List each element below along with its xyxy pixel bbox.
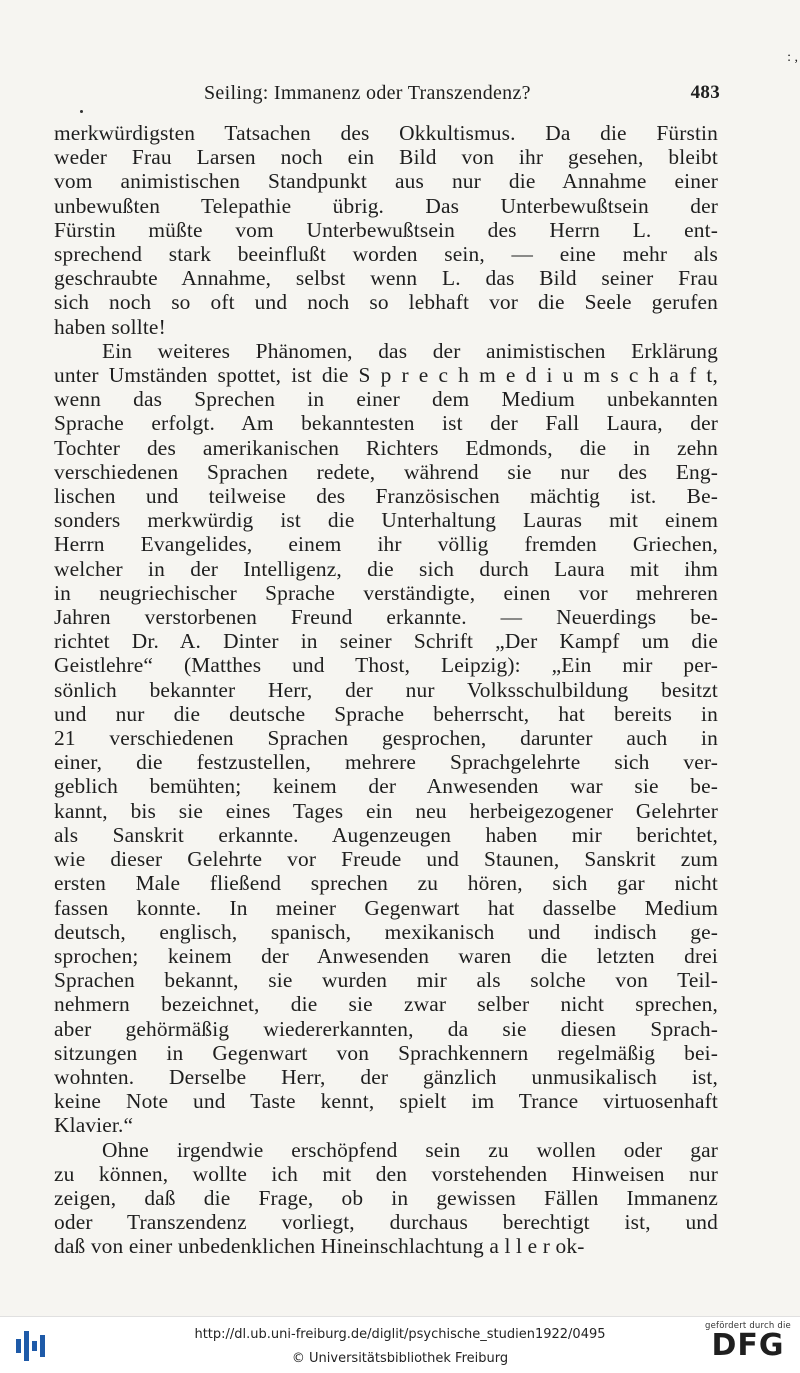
text-line: merkwürdigsten Tatsachen des Okkultismus. Da die Fürstin: [54, 121, 718, 145]
text-line: Sprache erfolgt. Am bekanntesten ist der Fall Laura, der: [54, 411, 718, 436]
text-line: ersten Male fließend sprechen zu hören, sich gar nicht: [54, 871, 718, 896]
text-line: richtet Dr. A. Dinter in seiner Schrift „Der Kampf um die: [54, 629, 718, 654]
text-line: geschraubte Annahme, selbst wenn L. das Bild seiner Frau: [54, 266, 718, 291]
text-line: welcher in der Intelligenz, die sich durch Laura mit ihm: [54, 556, 718, 581]
text-line: wohnten. Derselbe Herr, der gänzlich unmusikalisch ist,: [54, 1064, 718, 1089]
text-line: nehmern bezeichnet, die sie zwar selber nicht sprechen,: [54, 992, 718, 1017]
text-line: sonders merkwürdig ist die Unterhaltung Lauras mit einem: [54, 508, 718, 533]
text-line: als Sanskrit erkannte. Augenzeugen haben mir berichtet,: [54, 822, 718, 847]
text-line: Tochter des amerikanischen Richters Edmonds, die in zehn: [54, 435, 718, 460]
text-line: in neugriechischer Sprache verständigte, einen vor mehreren: [54, 580, 718, 605]
text-line: Jahren verstorbenen Freund erkannte. — Neuerdings be-: [54, 605, 718, 630]
viewer-footer: [0, 1316, 800, 1373]
text-line: geblich bemühten; keinem der Anwesenden war sie be-: [54, 774, 718, 799]
text-line: kannt, bis sie eines Tages ein neu herbeigezogener Gelehrter: [54, 798, 718, 823]
text-line: daß von einer unbedenklichen Hineinschlachtung a l l e r ok-: [54, 1234, 585, 1259]
text-line: haben sollte!: [54, 314, 166, 339]
text-line: Ein weiteres Phänomen, das der animistischen Erklärung: [102, 338, 718, 363]
text-line: sönlich bekannter Herr, der nur Volksschulbildung besitzt: [54, 677, 718, 702]
speck-mark: [80, 110, 83, 113]
page-header: [54, 82, 720, 110]
body-text: [54, 121, 718, 1259]
edge-marks: : ,: [787, 50, 798, 65]
page-number: 483: [690, 82, 720, 103]
text-line: Herrn Evangelides, einem ihr völlig fremden Griechen,: [54, 532, 718, 557]
text-line: Ohne irgendwie erschöpfend sein zu wollen oder gar: [102, 1137, 718, 1162]
text-line: unter Umständen spottet, ist die S p r e c h m e d i u m s c h a f t,: [54, 363, 718, 388]
text-line: vom animistischen Standpunkt aus nur die Annahme einer: [54, 169, 718, 194]
dfg-tagline: gefördert durch die: [705, 1321, 791, 1331]
text-line: und nur die deutsche Sprache beherrscht, hat bereits in: [54, 701, 718, 726]
text-line: keine Note und Taste kennt, spielt im Trance virtuosenhaft: [54, 1089, 718, 1114]
text-line: sprochen; keinem der Anwesenden waren die letzten drei: [54, 943, 718, 968]
text-line: aber gehörmäßig wiedererkannten, da sie diesen Sprach-: [54, 1016, 718, 1041]
source-url-link[interactable]: http://dl.ub.uni-freiburg.de/diglit/psychische_studien1922/0495: [194, 1327, 606, 1342]
paragraph: [54, 1138, 718, 1259]
text-line: zu können, wollte ich mit den vorstehenden Hinweisen nur: [54, 1161, 718, 1186]
text-line: wie dieser Gelehrte vor Freude und Staunen, Sanskrit zum: [54, 847, 718, 872]
text-line: sitzungen in Gegenwart von Sprachkennern regelmäßig bei-: [54, 1040, 718, 1065]
text-line: zeigen, daß die Frage, ob in gewissen Fällen Immanenz: [54, 1185, 718, 1210]
text-line: sich noch so oft und noch so lebhaft vor die Seele gerufen: [54, 290, 718, 315]
dfg-logo: [702, 1321, 794, 1369]
text-line: lischen und teilweise des Französischen mächtig ist. Be-: [54, 484, 718, 509]
dfg-logo-text: DFG: [711, 1328, 785, 1363]
text-line: oder Transzendenz vorliegt, durchaus berechtigt ist, und: [54, 1210, 718, 1235]
text-line: verschiedenen Sprachen redete, während sie nur des Eng-: [54, 459, 718, 484]
text-line: Klavier.“: [54, 1113, 134, 1138]
text-line: Geistlehre“ (Matthes und Thost, Leipzig): „Ein mir per-: [54, 653, 718, 678]
text-line: unbewußten Telepathie übrig. Das Unterbewußtsein der: [54, 193, 718, 218]
text-line: weder Frau Larsen noch ein Bild von ihr gesehen, bleibt: [54, 145, 718, 170]
running-title: Seiling: Immanenz oder Transzendenz?: [204, 82, 531, 104]
text-line: Sprachen bekannt, sie wurden mir als solche von Teil-: [54, 968, 718, 993]
text-line: fassen konnte. In meiner Gegenwart hat dasselbe Medium: [54, 895, 718, 920]
text-line: Fürstin müßte vom Unterbewußtsein des Herrn L. ent-: [54, 217, 718, 242]
copyright-notice: © Universitätsbibliothek Freiburg: [291, 1351, 509, 1366]
paragraph: [54, 121, 718, 339]
paragraph: [54, 339, 718, 1138]
text-line: 21 verschiedenen Sprachen gesprochen, darunter auch in: [54, 726, 718, 751]
text-line: sprechend stark beeinflußt worden sein, — eine mehr als: [54, 242, 718, 267]
text-line: deutsch, englisch, spanisch, mexikanisch und indisch ge-: [54, 919, 718, 944]
text-line: wenn das Sprechen in einer dem Medium unbekannten: [54, 387, 718, 412]
text-line: einer, die festzustellen, mehrere Sprachgelehrte sich ver-: [54, 750, 718, 775]
